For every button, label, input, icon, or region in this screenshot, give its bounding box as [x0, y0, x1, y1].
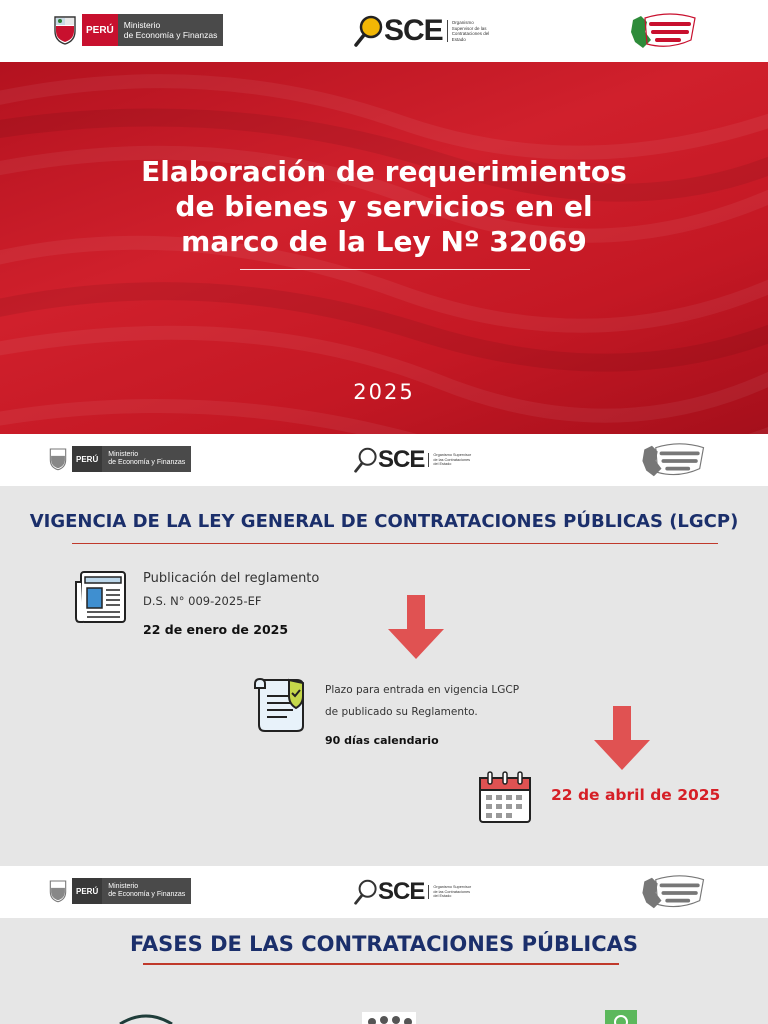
magnifier-icon	[354, 446, 378, 474]
step2-title: Plazo para entrada en vigencia LGCP	[325, 684, 520, 696]
mef-line1: Ministerio	[108, 451, 139, 458]
phase-gear-icon	[605, 1010, 637, 1024]
vigencia-title-rule	[72, 543, 718, 544]
phase-circle-icon	[118, 1014, 174, 1024]
peru-shield-icon	[48, 447, 68, 471]
phase-team-icon	[362, 1012, 416, 1024]
mef-name	[102, 446, 191, 472]
mef-line2: de Economía y Finanzas	[108, 891, 186, 898]
magnifier-icon	[354, 14, 384, 48]
hero-title-line2: de bienes y servicios en el	[175, 190, 593, 223]
step1-date: 22 de enero de 2025	[143, 622, 289, 637]
mef-line1: Ministerio	[123, 20, 161, 30]
arrow-down-icon	[594, 706, 650, 770]
section-header-2	[0, 434, 768, 486]
hero-banner	[0, 62, 768, 434]
mef-line2: de Economía y Finanzas	[108, 459, 186, 466]
mef-peru-label: PERÚ	[82, 14, 118, 46]
hero-title-line1: Elaboración de requerimientos	[141, 155, 627, 188]
step1-decree: D.S. N° 009-2025-EF	[143, 594, 262, 608]
vigencia-title: VIGENCIA DE LA LEY GENERAL DE CONTRATACIONES PÚBLICAS (LGCP)	[29, 511, 739, 532]
peru-shield-icon	[52, 15, 78, 45]
fases-title-rule	[143, 963, 619, 965]
newspaper-icon	[73, 570, 127, 626]
step1-title: Publicación del reglamento	[143, 571, 320, 586]
ponle-punche-logo	[625, 10, 699, 54]
step2-days: 90 días calendario	[325, 734, 439, 747]
arrow-down-icon	[388, 595, 444, 659]
hero-title	[0, 154, 768, 259]
osce-subtitle: Organismo Supervisor de las Contrataciones del Estado	[447, 20, 491, 42]
osce-logo	[354, 446, 472, 474]
osce-subtitle: Organismo Supervisor de las Contrataciones del Estado	[428, 885, 472, 899]
mef-name	[102, 878, 191, 904]
osce-subtitle: Organismo Supervisor de las Contrataciones del Estado	[428, 453, 472, 467]
hero-year: 2025	[353, 380, 415, 404]
peru-shield-icon	[48, 879, 68, 903]
mef-line1: Ministerio	[108, 883, 139, 890]
mef-logo	[48, 446, 191, 472]
hero-divider	[240, 269, 530, 270]
certificate-scroll-icon	[251, 676, 309, 734]
osce-logo	[354, 14, 491, 48]
final-date: 22 de abril de 2025	[551, 786, 721, 804]
osce-wordmark: SCE	[384, 14, 443, 47]
mef-peru-label: PERÚ	[72, 446, 102, 472]
top-header	[0, 0, 768, 62]
mef-name	[118, 14, 224, 46]
section-header-3	[0, 866, 768, 918]
mef-logo	[48, 878, 191, 904]
mef-logo	[52, 14, 223, 46]
osce-logo	[354, 878, 472, 906]
mef-peru-label: PERÚ	[72, 878, 102, 904]
calendar-icon	[478, 770, 534, 824]
osce-wordmark: SCE	[378, 878, 425, 905]
step2-detail: de publicado su Reglamento.	[325, 706, 478, 718]
ponle-punche-logo	[636, 872, 708, 914]
hero-title-line3: marco de la Ley Nº 32069	[181, 225, 587, 258]
mef-line2: de Economía y Finanzas	[123, 30, 218, 40]
magnifier-icon	[354, 878, 378, 906]
ponle-punche-logo	[636, 440, 708, 482]
fases-title: FASES DE LAS CONTRATACIONES PÚBLICAS	[129, 932, 639, 956]
osce-wordmark: SCE	[378, 446, 425, 473]
